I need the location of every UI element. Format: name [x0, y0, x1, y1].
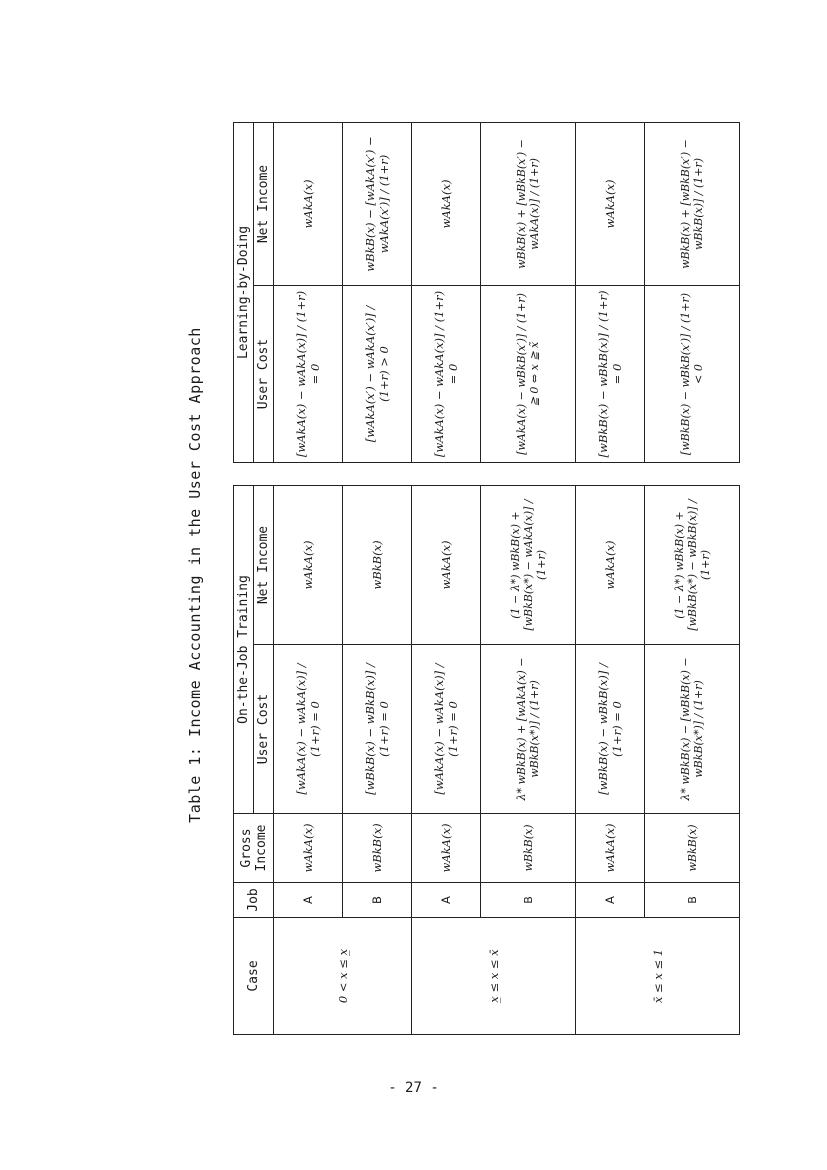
- gross-income-cell: wBkB(x): [645, 814, 740, 883]
- gross-income-cell: wAkA(x): [576, 814, 645, 883]
- table-row: [343, 123, 412, 1035]
- ojt-net-income-cell: wBkB(x): [343, 486, 412, 645]
- ojt-net-income-cell: (1 − λ*) wBkB(x) + [wBkB(x*) − wBkB(x)] / (1+r): [645, 486, 740, 645]
- lbd-user-cost-cell: [wBkB(x) − wBkB(x′)] / (1+r) < 0: [645, 286, 740, 463]
- header-job: Job: [234, 883, 274, 918]
- ojt-user-cost-cell: λ* wBkB(x) + [wAkA(x) − wBkB(x*)] / (1+r): [481, 645, 576, 814]
- gross-income-cell: wBkB(x): [481, 814, 576, 883]
- lbd-net-income-cell: wAkA(x): [576, 123, 645, 286]
- case-cell: 0 < x ≤ x̲: [274, 918, 412, 1035]
- column-gap: [645, 463, 740, 486]
- gross-income-cell: wAkA(x): [274, 814, 343, 883]
- lbd-net-income-cell: wAkA(x): [412, 123, 481, 286]
- header-lbd-user-cost: User Cost: [254, 286, 274, 463]
- ojt-user-cost-cell: [wAkA(x) − wAkA(x)] / (1+r) = 0: [412, 645, 481, 814]
- job-cell: A: [274, 883, 343, 918]
- income-accounting-table: [233, 122, 740, 1035]
- header-case: Case: [234, 918, 274, 1035]
- column-gap: [274, 463, 343, 486]
- job-cell: A: [576, 883, 645, 918]
- gross-income-cell: wBkB(x): [343, 814, 412, 883]
- ojt-net-income-cell: wAkA(x): [576, 486, 645, 645]
- job-cell: B: [481, 883, 576, 918]
- job-cell: B: [343, 883, 412, 918]
- column-gap: [234, 463, 274, 486]
- ojt-user-cost-cell: λ* wBkB(x) − [wBkB(x) − wBkB(x*)] / (1+r): [645, 645, 740, 814]
- ojt-user-cost-cell: [wBkB(x) − wBkB(x)] / (1+r) = 0: [343, 645, 412, 814]
- column-gap: [576, 463, 645, 486]
- gross-income-cell: wAkA(x): [412, 814, 481, 883]
- ojt-user-cost-cell: [wAkA(x) − wAkA(x)] / (1+r) = 0: [274, 645, 343, 814]
- header-ojt-user-cost: User Cost: [254, 645, 274, 814]
- column-gap: [343, 463, 412, 486]
- ojt-net-income-cell: wAkA(x): [412, 486, 481, 645]
- lbd-net-income-cell: wAkA(x): [274, 123, 343, 286]
- lbd-user-cost-cell: [wBkB(x) − wBkB(x)] / (1+r) = 0: [576, 286, 645, 463]
- header-lbd-net-income: Net Income: [254, 123, 274, 286]
- table-row: [274, 123, 343, 1035]
- rotated-table-page: [175, 55, 712, 1095]
- lbd-user-cost-cell: [wAkA(x′) − wAkA(x′)] / (1+r) > 0: [343, 286, 412, 463]
- ojt-user-cost-cell: [wBkB(x) − wBkB(x)] / (1+r) = 0: [576, 645, 645, 814]
- header-learning-by-doing: Learning-by-Doing: [234, 123, 254, 463]
- table-caption: Table 1: Income Accounting in the User Cost Approach: [186, 327, 204, 823]
- header-on-the-job-training: On-the-Job Training: [234, 486, 254, 814]
- ojt-net-income-cell: wAkA(x): [274, 486, 343, 645]
- header-gross-income: Gross Income: [234, 814, 274, 883]
- table-row: [645, 123, 740, 1035]
- page-number: - 27 -: [388, 1080, 439, 1096]
- lbd-user-cost-cell: [wAkA(x) − wAkA(x)] / (1+r) = 0: [274, 286, 343, 463]
- table-row: [412, 123, 481, 1035]
- table-row: [576, 123, 645, 1035]
- ojt-net-income-cell: (1 − λ*) wBkB(x) + [wBkB(x*) − wAkA(x)] / (1+r): [481, 486, 576, 645]
- case-cell: x̲ ≤ x ≤ x̄: [412, 918, 576, 1035]
- job-cell: B: [645, 883, 740, 918]
- table-row: [481, 123, 576, 1035]
- lbd-net-income-cell: wBkB(x) + [wBkB(x′) − wAkA(x)] / (1+r): [481, 123, 576, 286]
- case-cell: x̄ ≤ x ≤ 1: [576, 918, 740, 1035]
- lbd-net-income-cell: wBkB(x) − [wAkA(x′) − wAkA(x′)] / (1+r): [343, 123, 412, 286]
- lbd-user-cost-cell: [wAkA(x) − wAkA(x)] / (1+r) = 0: [412, 286, 481, 463]
- lbd-net-income-cell: wBkB(x) + [wBkB(x′) − wBkB(x)] / (1+r): [645, 123, 740, 286]
- column-gap: [481, 463, 576, 486]
- column-gap: [412, 463, 481, 486]
- job-cell: A: [412, 883, 481, 918]
- header-ojt-net-income: Net Income: [254, 486, 274, 645]
- lbd-user-cost-cell: [wAkA(x) − wBkB(x′)] / (1+r) ≧ 0 ⇔ x ≧ x̃: [481, 286, 576, 463]
